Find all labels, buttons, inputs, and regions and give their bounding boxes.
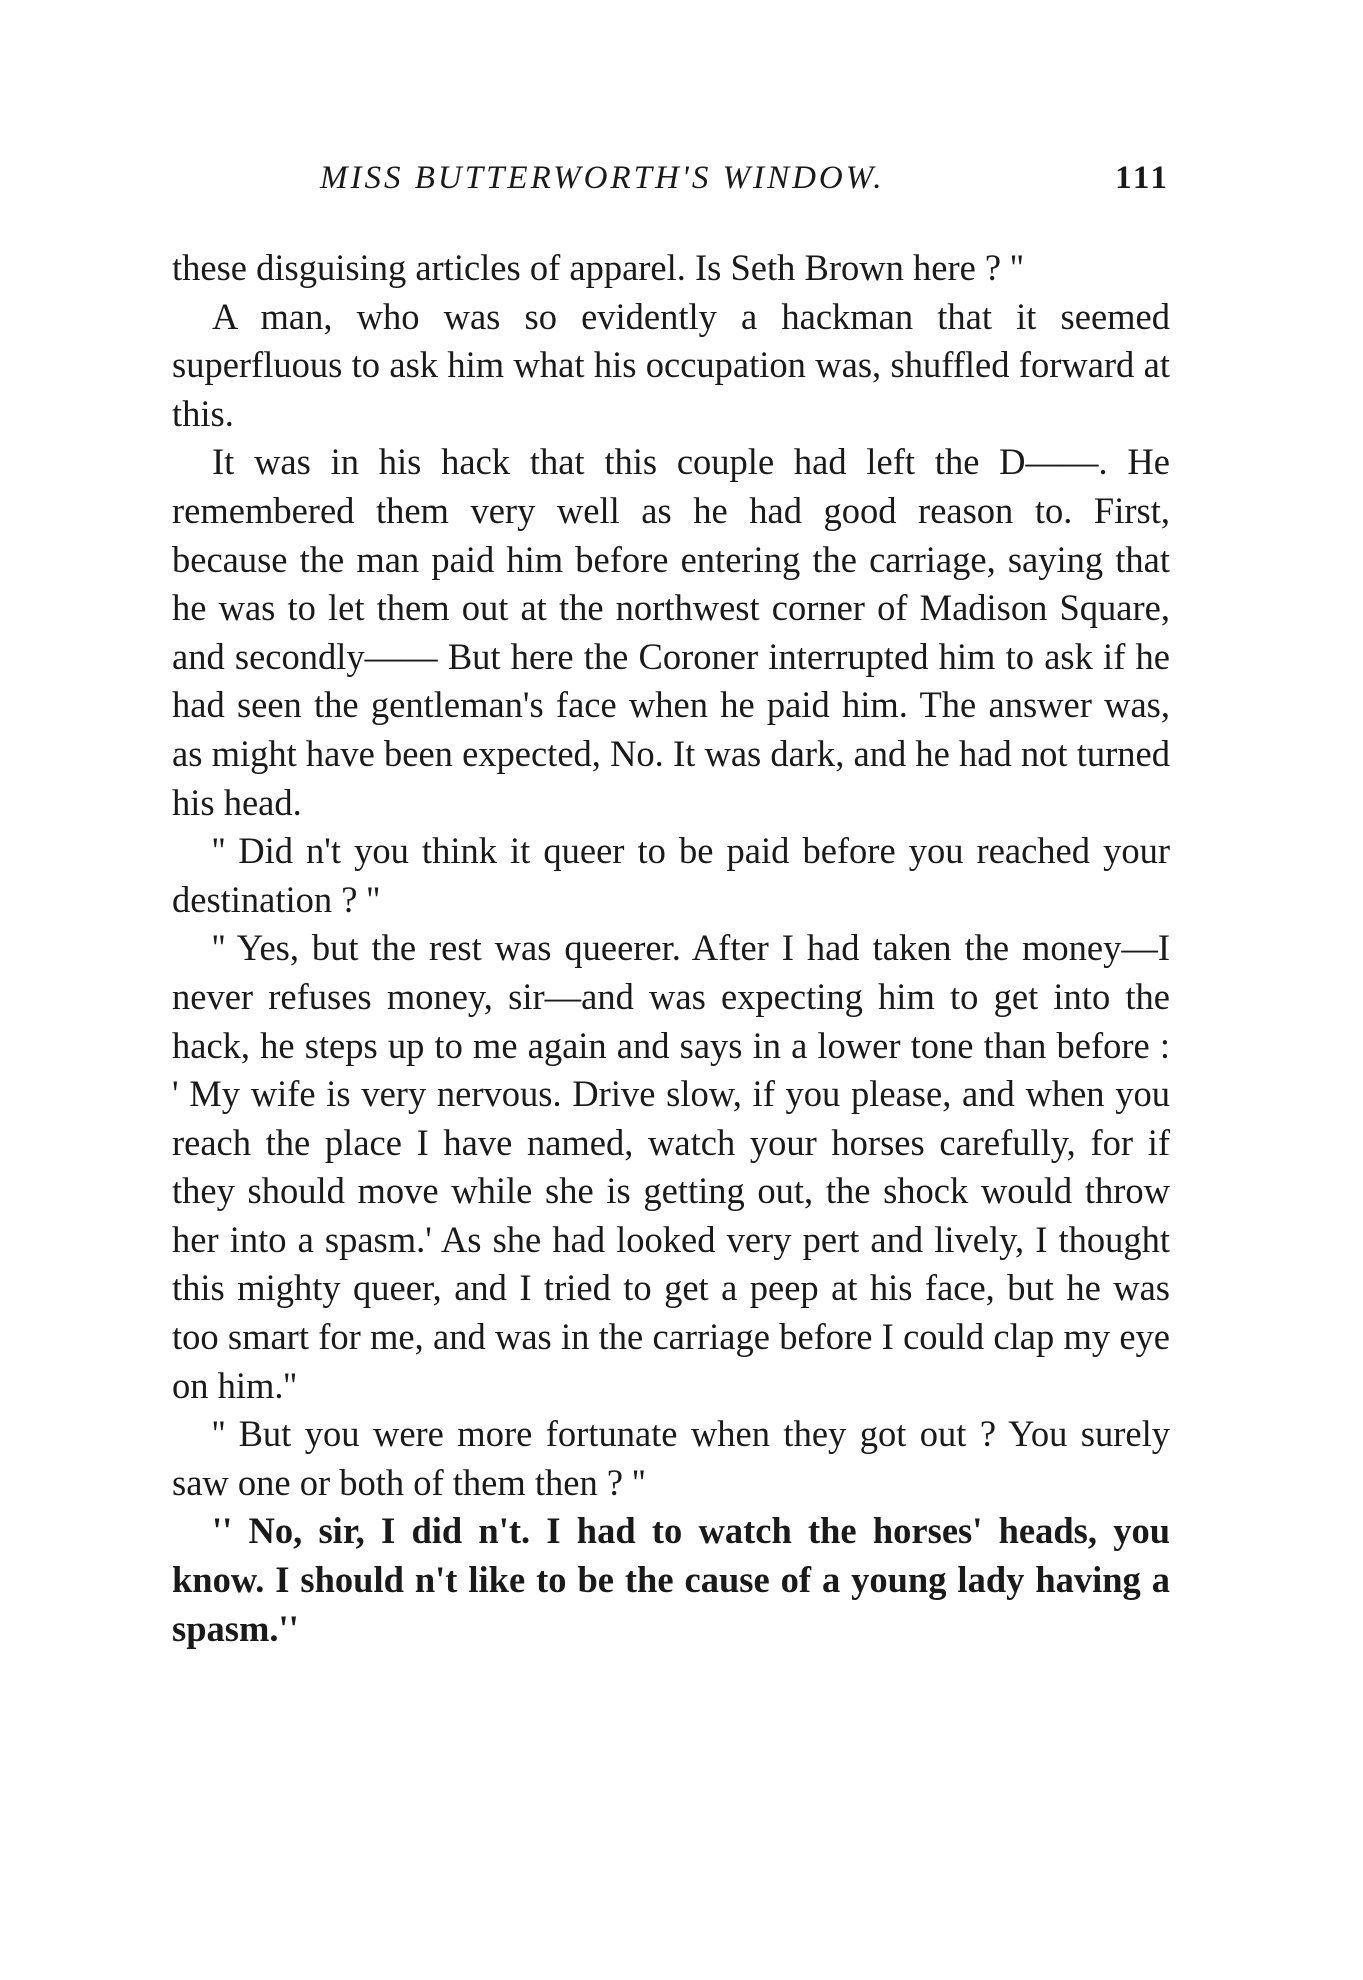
paragraph-hack-account: It was in his hack that this couple had left the D——. He remembered them very well as he had good reason to. First, because the man paid him before entering the carriage, saying that he was to let them out at the northwest corner of Madison Square, and secondly—— But here the Coroner interrupted him to ask if he had seen the gentleman's face when he paid him. The answer was, as might have been expected, No. It was dark, and he had not turned his head. [172,441,1170,823]
running-head [320,160,1170,210]
body-text [172,244,1170,1653]
paragraph-continuation: these disguising articles of apparel. Is Seth Brown here ? '' [172,247,1024,288]
paragraph-hackman-intro: A man, who was so evidently a hackman that it seemed superfluous to ask him what his occupation was, shuffled forward at this. [172,295,1170,434]
running-title: MISS BUTTERWORTH'S WINDOW. [320,160,885,196]
paragraph-question-fortunate: '' But you were more fortunate when they got out ? You surely saw one or both of them then ? '' [172,1413,1170,1503]
paragraph-answer-spasm: '' No, sir, I did n't. I had to watch the horses' heads, you know. I should n't like to be the cause of a young lady having a spasm.'' [172,1510,1170,1649]
paragraph-question-queer: '' Did n't you think it queer to be paid before you reached your destination ? '' [172,830,1170,920]
paragraph-answer-queerer: '' Yes, but the rest was queerer. After I had taken the money—I never refuses money, sir—and was expecting him to get into the hack, he steps up to me again and says in a lower tone than before : ' My wife is very nervous. Drive slow, if you please, and when you reach the place I have named, watch your horses carefully, for if they should move while she is getting out, the shock would throw her into a spasm.' As she had looked very pert and lively, I thought this mighty queer, and I tried to get a peep at his face, but he was too smart for me, and was in the carriage before I could clap my eye on him.'' [172,927,1170,1406]
page-number: 111 [1115,160,1170,196]
